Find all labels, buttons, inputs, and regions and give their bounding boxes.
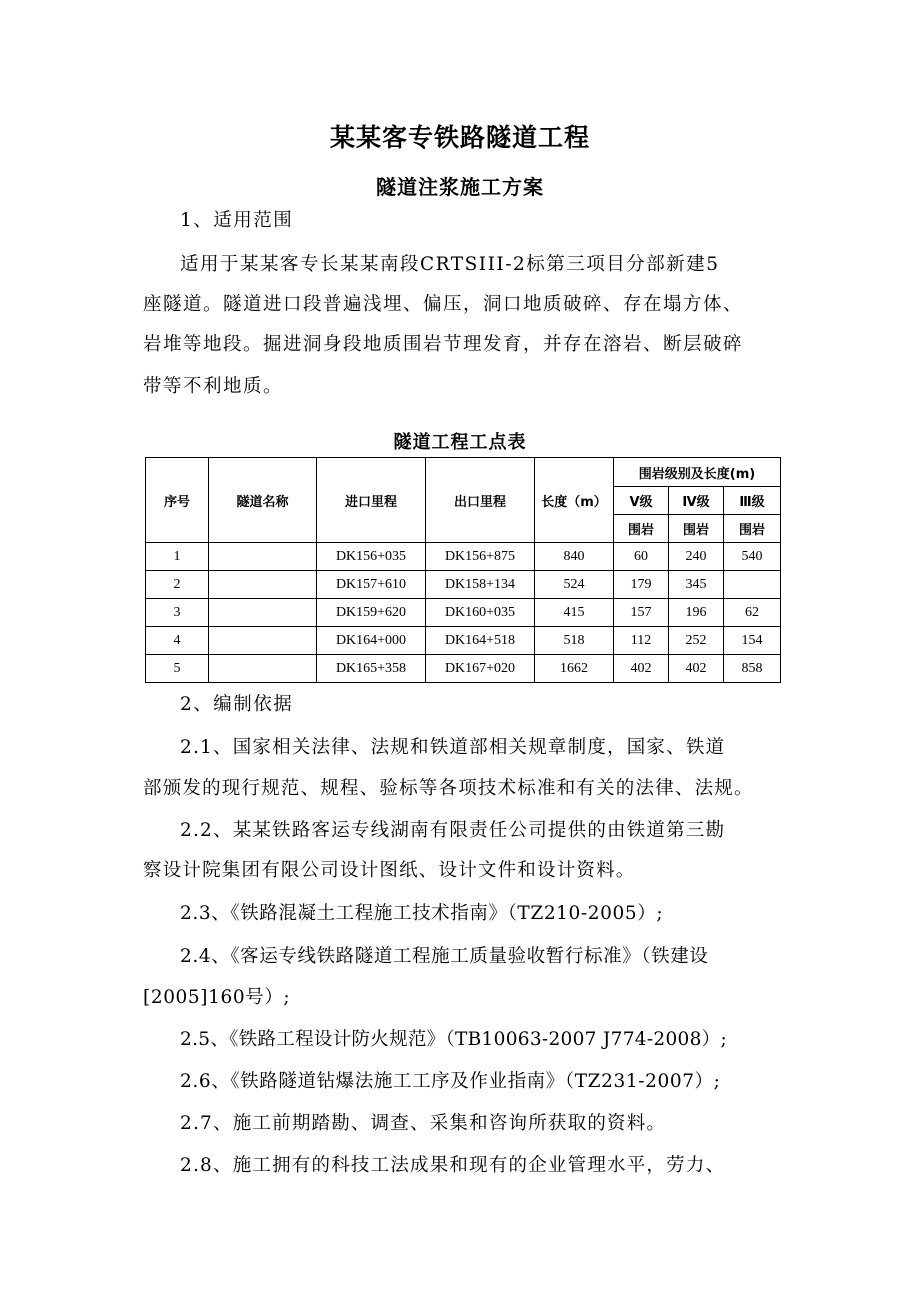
cell-iii: 858 (724, 655, 781, 683)
cell-length: 415 (535, 599, 614, 627)
cell-v: 179 (614, 571, 669, 599)
header-exit: 出口里程 (426, 458, 535, 543)
section-2-heading: 2、编制依据 (180, 694, 294, 715)
cell-v: 112 (614, 627, 669, 655)
section-1-line-2: 座隧道。隧道进口段普遍浅埋、偏压，洞口地质破碎、存在塌方体、 (143, 294, 744, 315)
cell-entry: DK165+358 (317, 655, 426, 683)
header-seq: 序号 (146, 458, 209, 543)
section-1-heading: 1、适用范围 (180, 210, 294, 231)
header-v-top: Ⅴ级 (614, 487, 669, 515)
cell-iii: 154 (724, 627, 781, 655)
item-2-1-line-2: 部颁发的现行规范、规程、验标等各项技术标准和有关的法律、法规。 (143, 778, 754, 799)
cell-iv: 345 (669, 571, 724, 599)
cell-exit: DK160+035 (426, 599, 535, 627)
cell-iv: 196 (669, 599, 724, 627)
cell-length: 518 (535, 627, 614, 655)
header-length: 长度（m） (535, 458, 614, 543)
table-row (146, 627, 781, 655)
item-2-5: 2.5、《铁路工程设计防火规范》（TB10063-2007 J774-2008）; (180, 1029, 728, 1050)
document-title: 某某客专铁路隧道工程 (329, 123, 590, 152)
table-row (146, 543, 781, 571)
cell-exit: DK158+134 (426, 571, 535, 599)
header-iii-bottom: 围岩 (724, 515, 781, 543)
cell-name (209, 543, 317, 571)
cell-entry: DK164+000 (317, 627, 426, 655)
section-1-line-4: 带等不利地质。 (143, 376, 284, 397)
document-subtitle: 隧道注浆施工方案 (376, 175, 544, 199)
cell-name (209, 627, 317, 655)
table-title: 隧道工程工点表 (393, 432, 527, 453)
cell-exit: DK164+518 (426, 627, 535, 655)
cell-iii: 62 (724, 599, 781, 627)
cell-entry: DK157+610 (317, 571, 426, 599)
cell-iii (724, 571, 781, 599)
item-2-2-line-2: 察设计院集团有限公司设计图纸、设计文件和设计资料。 (143, 860, 636, 881)
header-iv-top: Ⅳ级 (669, 487, 724, 515)
table-row (146, 599, 781, 627)
cell-seq: 5 (146, 655, 209, 683)
cell-iii: 540 (724, 543, 781, 571)
cell-length: 840 (535, 543, 614, 571)
tunnel-table (145, 457, 781, 683)
cell-iv: 402 (669, 655, 724, 683)
cell-seq: 4 (146, 627, 209, 655)
cell-seq: 1 (146, 543, 209, 571)
cell-iv: 252 (669, 627, 724, 655)
cell-v: 402 (614, 655, 669, 683)
cell-v: 60 (614, 543, 669, 571)
item-2-8: 2.8、施工拥有的科技工法成果和现有的企业管理水平，劳力、 (180, 1155, 726, 1176)
cell-name (209, 571, 317, 599)
section-1-line-1: 适用于某某客专长某某南段CRTSIII-2标第三项目分部新建5 (180, 254, 720, 275)
header-group: 围岩级别及长度(m) (614, 458, 781, 487)
cell-seq: 3 (146, 599, 209, 627)
cell-iv: 240 (669, 543, 724, 571)
cell-entry: DK159+620 (317, 599, 426, 627)
item-2-3: 2.3、《铁路混凝土工程施工技术指南》（TZ210-2005）; (180, 903, 664, 924)
cell-v: 157 (614, 599, 669, 627)
cell-name (209, 599, 317, 627)
header-v-bottom: 围岩 (614, 515, 669, 543)
item-2-7: 2.7、施工前期踏勘、调查、采集和咨询所获取的资料。 (180, 1113, 667, 1134)
header-iv-bottom: 围岩 (669, 515, 724, 543)
item-2-4-line-2: [2005]160号）; (143, 987, 291, 1008)
item-2-6: 2.6、《铁路隧道钻爆法施工工序及作业指南》（TZ231-2007）; (180, 1071, 721, 1092)
item-2-1-line-1: 2.1、国家相关法律、法规和铁道部相关规章制度，国家、铁道 (180, 737, 726, 758)
section-1-line-3: 岩堆等地段。掘进洞身段地质围岩节理发育，并存在溶岩、断层破碎 (143, 334, 744, 355)
cell-length: 1662 (535, 655, 614, 683)
item-2-4-line-1: 2.4、《客运专线铁路隧道工程施工质量验收暂行标准》（铁建设 (180, 946, 709, 967)
item-2-2-line-1: 2.2、某某铁路客运专线湖南有限责任公司提供的由铁道第三勘 (180, 820, 726, 841)
cell-exit: DK167+020 (426, 655, 535, 683)
table-row (146, 655, 781, 683)
cell-length: 524 (535, 571, 614, 599)
header-iii-top: Ⅲ级 (724, 487, 781, 515)
cell-entry: DK156+035 (317, 543, 426, 571)
cell-name (209, 655, 317, 683)
table-row (146, 571, 781, 599)
header-entry: 进口里程 (317, 458, 426, 543)
cell-exit: DK156+875 (426, 543, 535, 571)
cell-seq: 2 (146, 571, 209, 599)
header-name: 隧道名称 (209, 458, 317, 543)
